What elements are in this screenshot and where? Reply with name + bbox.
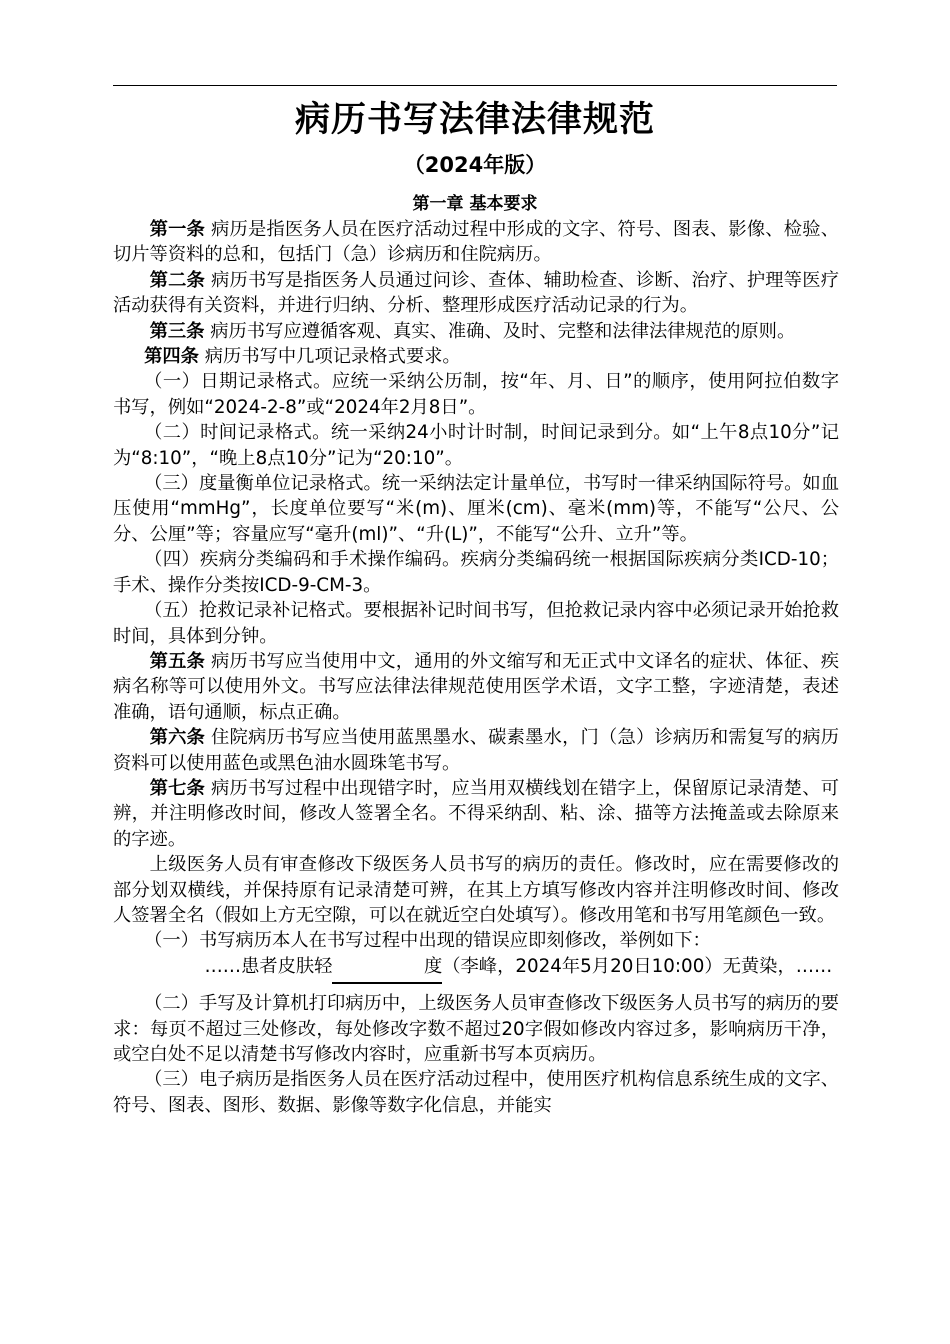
article-text: 住院病历书写应当使用蓝黑墨水、碳素墨水，门（急）诊病历和需复写的病历资料可以使用蓝色或黑色油水圆珠笔书写。: [113, 727, 840, 774]
document-body: [113, 217, 839, 1118]
document-edition: （2024年版）: [403, 153, 547, 177]
article-4-item: （四）疾病分类编码和手术操作编码。疾病分类编码统一根据国际疾病分类ICD-10；手术、操作分类按ICD-9-CM-3。: [113, 549, 839, 596]
article-label: 第一条: [149, 219, 206, 240]
article-7-item: （二）手写及计算机打印病历中，上级医务人员审查修改下级医务人员书写的病历的要求：每页不超过三处修改，每处修改字数不超过20字假如修改内容过多，影响病历干净，或空白处不足以清楚书写修改内容时，应重新书写本页病历。: [113, 993, 839, 1065]
article-4-item: （二）时间记录格式。统一采纳24小时计时制，时间记录到分。如“上午8点10分”记为“8:10”，“晚上8点10分”记为“20:10”。: [113, 422, 839, 469]
example-corrected-char: 度: [332, 954, 442, 979]
article-label: 第四条: [144, 346, 199, 368]
article-text: 病历是指医务人员在医疗活动过程中形成的文字、符号、图表、影像、检验、切片等资料的总和，包括门（急）诊病历和住院病历。: [113, 219, 840, 266]
example-text-before: ……患者皮肤轻: [204, 955, 333, 977]
article-label: 第二条: [149, 269, 206, 291]
article-7-item: （三）电子病历是指医务人员在医疗活动过程中，使用医疗机构信息系统生成的文字、符号、图表、图形、数据、影像等数字化信息，并能实: [113, 1069, 839, 1116]
chapter-heading: 第一章 基本要求: [412, 194, 538, 214]
article-4-item: （三）度量衡单位记录格式。统一采纳法定计量单位，书写时一律采纳国际符号。如血压使用“mmHg”，长度单位要写“米(m)、厘米(cm)、毫米(mm)等，不能写“公尺、公分、公厘”等；容量应写“毫升(ml)”、“升(L)”，不能写“公升、立升”等。: [113, 473, 839, 545]
article-1: [113, 217, 839, 268]
correction-example: [113, 954, 839, 979]
article-label: 第五条: [149, 650, 206, 672]
article-text: 病历书写是指医务人员通过问诊、查体、辅助检查、诊断、治疗、护理等医疗活动获得有关资料，并进行归纳、分析、整理形成医疗活动记录的行为。: [113, 269, 840, 317]
article-4: [113, 344, 839, 369]
article-text: 病历书写中几项记录格式要求。: [198, 346, 461, 368]
article-7-item: （一）书写病历本人在书写过程中出现的错误应即刻修改，举例如下：: [144, 930, 711, 952]
article-text: 病历书写应当使用中文，通用的外文缩写和无正式中文译名的症状、体征、疾病名称等可以使用外文。书写应法律法律规范使用医学术语，文字工整，字迹清楚，表述准确，语句通顺，标点正确。: [113, 650, 840, 723]
article-4-item: （五）抢救记录补记格式。要根据补记时间书写，但抢救记录内容中必须记录开始抢救时间，具体到分钟。: [113, 600, 839, 647]
article-5: [113, 649, 839, 725]
header-rule: [113, 85, 837, 86]
example-text-after: （李峰，2024年5月20日10:00）无黄染，……: [442, 955, 833, 977]
article-text: 病历书写过程中出现错字时，应当用双横线划在错字上，保留原记录清楚、可辨，并注明修改时间，修改人签署全名。不得采纳刮、粘、涂、描等方法掩盖或去除原来的字迹。: [113, 777, 840, 850]
article-label: 第六条: [149, 727, 206, 749]
article-label: 第七条: [149, 777, 206, 799]
article-6: [113, 725, 839, 776]
article-2: [113, 268, 839, 319]
article-4-item: （一）日期记录格式。应统一采纳公历制，按“年、月、日”的顺序，使用阿拉伯数字书写，例如“2024-2-8”或“2024年2月8日”。: [113, 371, 839, 418]
article-3: [113, 319, 839, 344]
article-text: 病历书写应遵循客观、真实、准确、及时、完整和法律法律规范的原则。: [204, 320, 796, 342]
article-7: [113, 776, 839, 852]
article-label: 第三条: [149, 320, 205, 342]
document-title: 病历书写法律法律规范: [294, 99, 655, 140]
article-7-paragraph: 上级医务人员有审查修改下级医务人员书写的病历的责任。修改时，应在需要修改的部分划双横线，并保持原有记录清楚可辨，在其上方填写修改内容并注明修改时间、修改人签署全名（假如上方无空隙，可以在就近空白处填写）。修改用笔和书写用笔颜色一致。: [113, 854, 839, 926]
